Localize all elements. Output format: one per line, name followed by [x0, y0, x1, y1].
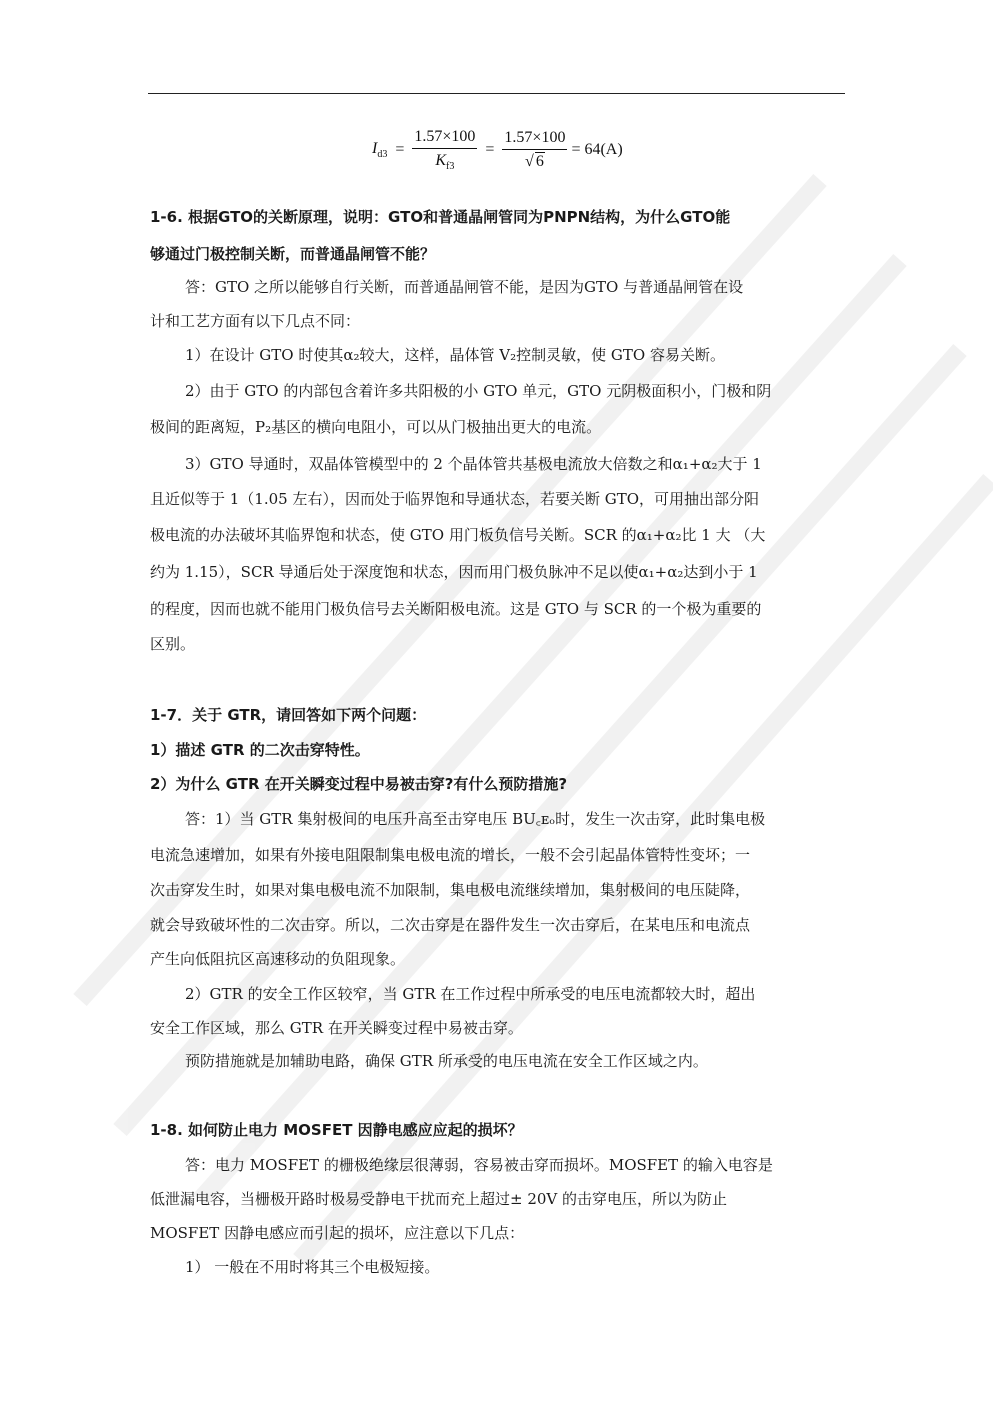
section-1-7-answer-line: 就会导致破坏性的二次击穿。所以，二次击穿是在器件发生一次击穿后，在某电压和电流点: [150, 916, 751, 934]
section-1-8-answer-line: 1） 一般在不用时将其三个电极短接。: [185, 1258, 440, 1276]
section-1-7-answer-line: 2）GTR 的安全工作区较窄，当 GTR 在工作过程中所承受的电压电流都较大时，超出: [185, 985, 756, 1003]
formula-lhs: $I_{d3}$: [372, 140, 388, 160]
section-1-6-answer-line: 答：GTO 之所以能够自行关断，而普通晶闸管不能，是因为GTO 与普通晶闸管在设: [185, 278, 744, 296]
section-1-6-heading-line-1: 1-6. 根据GTO的关断原理，说明：GTO和普通晶闸管同为PNPN结构，为什么GTO能: [150, 208, 731, 226]
section-1-7-answer-line: 安全工作区域，那么 GTR 在开关瞬变过程中易被击穿。: [150, 1019, 523, 1037]
section-1-6-answer-line: 计和工艺方面有以下几点不同：: [150, 312, 361, 330]
section-1-6-answer-line: 极电流的办法破坏其临界饱和状态，使 GTO 用门板负信号关断。SCR 的α₁+α₂比 1 大 （大: [150, 526, 766, 544]
formula-id3: $I_{d3}$ = $\frac{1.57\times 100}{K_{f3}}$ = $\frac{1.57\times 100}{√ 6}$ = 64(A): [372, 128, 623, 172]
section-1-6-heading-line-2: 够通过门极控制关断，而普通晶闸管不能？: [150, 245, 436, 263]
section-1-8-answer-line: 低泄漏电容，当栅极开路时极易受静电干扰而充上超过± 20V 的击穿电压，所以为防止: [150, 1190, 728, 1208]
section-1-7-answer-line: 次击穿发生时，如果对集电极电流不加限制，集电极电流继续增加，集射极间的电压陡降，: [150, 881, 751, 899]
section-1-6-answer-line: 的程度，因而也就不能用门极负信号去关断阳极电流。这是 GTO 与 SCR 的一个极为重要的: [150, 600, 762, 618]
section-1-6-answer-line: 极间的距离短，P₂基区的横向电阻小，可以从门极抽出更大的电流。: [150, 418, 602, 436]
section-1-7-heading-line-3: 2）为什么 GTR 在开关瞬变过程中易被击穿?有什么预防措施?: [150, 775, 568, 793]
section-1-6-answer-line: 区别。: [150, 635, 196, 653]
section-1-7-answer-line: 预防措施就是加辅助电路，确保 GTR 所承受的电压电流在安全工作区域之内。: [185, 1052, 708, 1070]
section-1-8-answer-line: MOSFET 因静电感应而引起的损坏，应注意以下几点：: [150, 1224, 525, 1242]
section-1-6-answer-line: 2）由于 GTO 的内部包含着许多共阳极的小 GTO 单元，GTO 元阴极面积小，门极和阴: [185, 382, 772, 400]
section-1-8-answer-line: 答：电力 MOSFET 的栅极绝缘层很薄弱，容易被击穿而损坏。MOSFET 的输入电容是: [185, 1156, 773, 1174]
section-1-7-answer-line: 电流急速增加，如果有外接电阻限制集电极电流的增长，一般不会引起晶体管特性变坏；一: [150, 846, 751, 864]
formula-result: = 64(A): [571, 141, 623, 158]
section-1-7-answer-line: 产生向低阻抗区高速移动的负阻现象。: [150, 950, 406, 968]
section-1-6-answer-line: 约为 1.15），SCR 导通后处于深度饱和状态，因而用门极负脉冲不足以使α₁+α₂达到小于 1: [150, 563, 758, 581]
formula-fraction-1: $\frac{1.57\times 100}{K_{f3}}$: [414, 128, 476, 172]
section-1-7-answer-line: 答：1）当 GTR 集射极间的电压升高至击穿电压 BU꜀ᴇₒ时，发生一次击穿，此时集电极: [185, 810, 766, 828]
section-1-7-heading-line-2: 1）描述 GTR 的二次击穿特性。: [150, 741, 370, 759]
formula-fraction-2: $\frac{1.57\times 100}{√ 6}$: [504, 129, 566, 170]
section-1-6-answer-line: 1）在设计 GTO 时使其α₂较大，这样，晶体管 V₂控制灵敏，使 GTO 容易关断。: [185, 346, 725, 364]
header-rule: [148, 93, 845, 94]
section-1-6-answer-line: 且近似等于 1（1.05 左右），因而处于临界饱和导通状态，若要关断 GTO，可用抽出部分阳: [150, 490, 760, 508]
section-1-7-heading-line-1: 1-7．关于 GTR，请回答如下两个问题：: [150, 706, 427, 724]
section-1-8-heading-line-1: 1-8. 如何防止电力 MOSFET 因静电感应应起的损坏？: [150, 1121, 523, 1139]
section-1-6-answer-line: 3）GTO 导通时，双晶体管模型中的 2 个晶体管共基极电流放大倍数之和α₁+α₂大于 1: [185, 455, 762, 473]
